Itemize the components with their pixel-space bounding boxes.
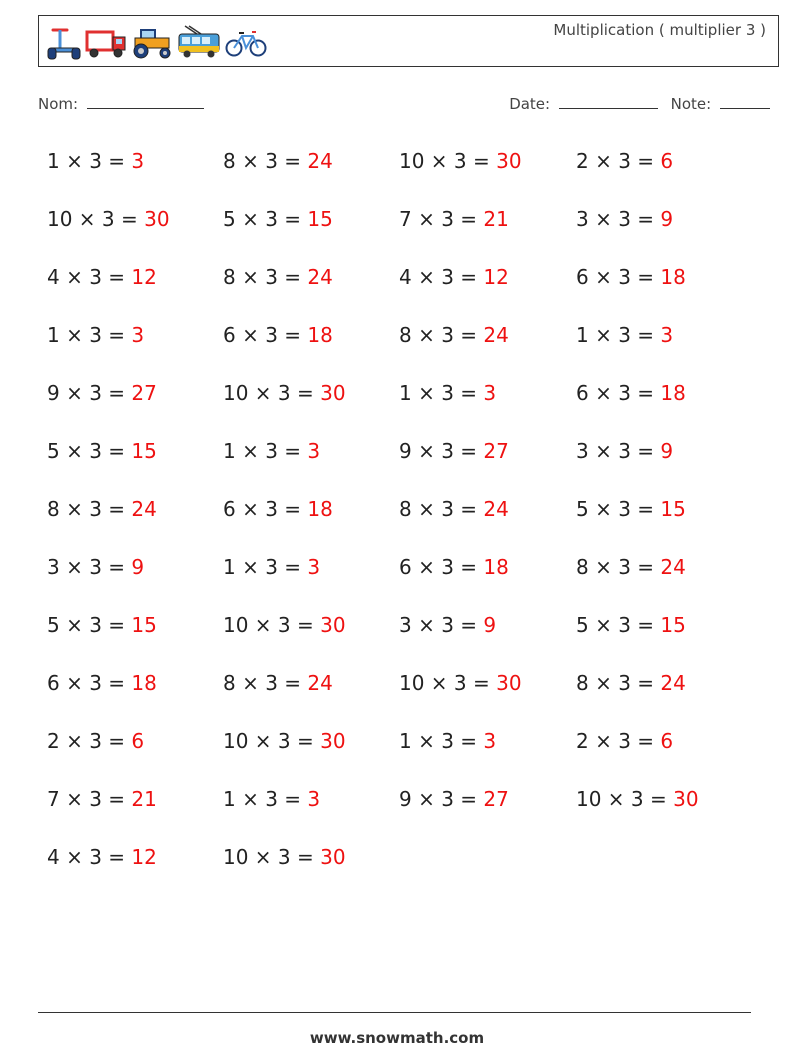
tractor-icon bbox=[131, 24, 173, 60]
problem-answer: 27 bbox=[131, 381, 157, 405]
problem-item bbox=[399, 207, 509, 231]
problem-answer: 30 bbox=[496, 149, 522, 173]
problem-answer: 3 bbox=[131, 323, 145, 347]
problem-answer: 9 bbox=[660, 439, 674, 463]
note-blank[interactable] bbox=[720, 94, 770, 109]
problem-item bbox=[399, 381, 496, 405]
problem-answer: 3 bbox=[131, 149, 145, 173]
problem-item bbox=[576, 381, 686, 405]
problem-item bbox=[223, 845, 346, 869]
problem-answer: 18 bbox=[660, 381, 686, 405]
problem-item bbox=[223, 497, 333, 521]
header-icons bbox=[45, 22, 267, 60]
problem-question: 4 × 3 = bbox=[47, 265, 132, 289]
problem-item bbox=[576, 439, 673, 463]
problem-answer: 3 bbox=[483, 729, 497, 753]
problem-question: 10 × 3 = bbox=[223, 381, 321, 405]
problem-answer: 24 bbox=[131, 497, 157, 521]
problem-item bbox=[576, 323, 673, 347]
problem-question: 8 × 3 = bbox=[223, 671, 308, 695]
problem-item bbox=[47, 671, 157, 695]
trolleybus-icon bbox=[177, 24, 221, 60]
problem-item bbox=[223, 439, 320, 463]
problem-item bbox=[576, 729, 673, 753]
problem-question: 7 × 3 = bbox=[47, 787, 132, 811]
problem-question: 10 × 3 = bbox=[223, 613, 321, 637]
problem-answer: 12 bbox=[131, 845, 157, 869]
problem-item bbox=[223, 787, 320, 811]
problem-answer: 30 bbox=[673, 787, 699, 811]
problem-question: 8 × 3 = bbox=[399, 323, 484, 347]
problem-item bbox=[399, 613, 496, 637]
problem-answer: 3 bbox=[307, 555, 321, 579]
problem-item bbox=[399, 265, 509, 289]
problem-item bbox=[576, 207, 673, 231]
problem-item bbox=[47, 845, 157, 869]
problem-item bbox=[399, 729, 496, 753]
problem-question: 9 × 3 = bbox=[399, 439, 484, 463]
problem-answer: 30 bbox=[320, 613, 346, 637]
truck-icon bbox=[85, 24, 127, 60]
problem-answer: 6 bbox=[660, 149, 674, 173]
problem-question: 6 × 3 = bbox=[223, 323, 308, 347]
problem-item bbox=[223, 671, 333, 695]
problem-answer: 18 bbox=[307, 497, 333, 521]
problem-answer: 9 bbox=[660, 207, 674, 231]
problem-question: 1 × 3 = bbox=[399, 729, 484, 753]
problem-answer: 3 bbox=[307, 787, 321, 811]
problem-item bbox=[223, 149, 333, 173]
problem-question: 3 × 3 = bbox=[576, 207, 661, 231]
problem-answer: 24 bbox=[307, 265, 333, 289]
problem-question: 10 × 3 = bbox=[223, 845, 321, 869]
problem-item bbox=[399, 671, 522, 695]
problem-answer: 6 bbox=[660, 729, 674, 753]
problem-item bbox=[399, 149, 522, 173]
problem-item bbox=[47, 439, 157, 463]
problem-question: 1 × 3 = bbox=[576, 323, 661, 347]
problem-question: 1 × 3 = bbox=[399, 381, 484, 405]
problem-item bbox=[47, 149, 144, 173]
problem-question: 10 × 3 = bbox=[223, 729, 321, 753]
problem-question: 1 × 3 = bbox=[47, 323, 132, 347]
problem-question: 6 × 3 = bbox=[399, 555, 484, 579]
problem-item bbox=[576, 555, 686, 579]
problem-answer: 9 bbox=[483, 613, 497, 637]
bicycle-icon bbox=[225, 24, 267, 60]
problem-item bbox=[47, 323, 144, 347]
problem-answer: 30 bbox=[144, 207, 170, 231]
problem-item bbox=[47, 787, 157, 811]
problem-item bbox=[223, 729, 346, 753]
problem-item bbox=[576, 787, 699, 811]
problem-question: 6 × 3 = bbox=[223, 497, 308, 521]
problem-answer: 3 bbox=[660, 323, 674, 347]
problem-item bbox=[223, 207, 333, 231]
problem-question: 3 × 3 = bbox=[399, 613, 484, 637]
problem-answer: 24 bbox=[307, 149, 333, 173]
problem-question: 9 × 3 = bbox=[47, 381, 132, 405]
problem-answer: 12 bbox=[131, 265, 157, 289]
problem-question: 10 × 3 = bbox=[576, 787, 674, 811]
scooter-icon bbox=[45, 24, 81, 60]
footer-divider bbox=[38, 1012, 751, 1013]
problem-answer: 15 bbox=[131, 613, 157, 637]
problem-answer: 15 bbox=[660, 497, 686, 521]
problem-question: 8 × 3 = bbox=[576, 555, 661, 579]
date-blank[interactable] bbox=[559, 94, 658, 109]
problem-answer: 24 bbox=[483, 323, 509, 347]
problem-question: 8 × 3 = bbox=[223, 149, 308, 173]
problem-answer: 24 bbox=[660, 555, 686, 579]
problem-item bbox=[47, 555, 144, 579]
problem-answer: 24 bbox=[660, 671, 686, 695]
problem-answer: 18 bbox=[483, 555, 509, 579]
problem-answer: 6 bbox=[131, 729, 145, 753]
problem-answer: 15 bbox=[131, 439, 157, 463]
problem-question: 5 × 3 = bbox=[576, 497, 661, 521]
problem-question: 2 × 3 = bbox=[576, 149, 661, 173]
problem-item bbox=[47, 207, 170, 231]
problem-answer: 30 bbox=[320, 845, 346, 869]
worksheet-header bbox=[38, 15, 779, 67]
problem-answer: 24 bbox=[307, 671, 333, 695]
problem-question: 5 × 3 = bbox=[223, 207, 308, 231]
problem-question: 10 × 3 = bbox=[399, 671, 497, 695]
problem-answer: 21 bbox=[131, 787, 157, 811]
problem-question: 7 × 3 = bbox=[399, 207, 484, 231]
problem-question: 10 × 3 = bbox=[399, 149, 497, 173]
problem-item bbox=[399, 439, 509, 463]
problem-answer: 3 bbox=[483, 381, 497, 405]
problem-answer: 30 bbox=[320, 729, 346, 753]
problem-answer: 15 bbox=[307, 207, 333, 231]
problem-question: 8 × 3 = bbox=[47, 497, 132, 521]
problem-question: 1 × 3 = bbox=[223, 787, 308, 811]
problem-question: 8 × 3 = bbox=[576, 671, 661, 695]
problem-item bbox=[399, 555, 509, 579]
date-label: Date: bbox=[509, 95, 551, 113]
worksheet-title: Multiplication ( multiplier 3 ) bbox=[553, 21, 766, 39]
footer-url: www.snowmath.com bbox=[309, 1029, 485, 1047]
problem-item bbox=[576, 671, 686, 695]
problem-answer: 30 bbox=[320, 381, 346, 405]
problem-question: 4 × 3 = bbox=[47, 845, 132, 869]
problem-question: 8 × 3 = bbox=[399, 497, 484, 521]
name-label: Nom: bbox=[38, 95, 79, 113]
problem-answer: 27 bbox=[483, 787, 509, 811]
problem-question: 6 × 3 = bbox=[47, 671, 132, 695]
problem-answer: 12 bbox=[483, 265, 509, 289]
problem-question: 1 × 3 = bbox=[223, 439, 308, 463]
problem-question: 6 × 3 = bbox=[576, 265, 661, 289]
problem-answer: 21 bbox=[483, 207, 509, 231]
note-label: Note: bbox=[670, 95, 712, 113]
problem-question: 4 × 3 = bbox=[399, 265, 484, 289]
problem-item bbox=[576, 265, 686, 289]
problem-item bbox=[576, 149, 673, 173]
problem-question: 5 × 3 = bbox=[47, 613, 132, 637]
problem-answer: 27 bbox=[483, 439, 509, 463]
problem-item bbox=[576, 613, 686, 637]
problem-answer: 24 bbox=[483, 497, 509, 521]
problem-question: 1 × 3 = bbox=[223, 555, 308, 579]
problem-item bbox=[399, 497, 509, 521]
problem-item bbox=[47, 497, 157, 521]
problem-answer: 30 bbox=[496, 671, 522, 695]
problem-item bbox=[47, 613, 157, 637]
problem-item bbox=[223, 555, 320, 579]
problem-question: 3 × 3 = bbox=[47, 555, 132, 579]
problem-question: 2 × 3 = bbox=[47, 729, 132, 753]
problem-question: 5 × 3 = bbox=[47, 439, 132, 463]
problem-item bbox=[223, 381, 346, 405]
problem-item bbox=[399, 323, 509, 347]
problem-item bbox=[47, 265, 157, 289]
problem-answer: 15 bbox=[660, 613, 686, 637]
problem-answer: 3 bbox=[307, 439, 321, 463]
problem-question: 2 × 3 = bbox=[576, 729, 661, 753]
problem-question: 8 × 3 = bbox=[223, 265, 308, 289]
problem-question: 1 × 3 = bbox=[47, 149, 132, 173]
problem-answer: 18 bbox=[307, 323, 333, 347]
problem-answer: 18 bbox=[131, 671, 157, 695]
problem-item bbox=[47, 381, 157, 405]
problem-answer: 18 bbox=[660, 265, 686, 289]
problem-question: 6 × 3 = bbox=[576, 381, 661, 405]
problem-answer: 9 bbox=[131, 555, 145, 579]
problem-item bbox=[576, 497, 686, 521]
name-blank[interactable] bbox=[87, 94, 204, 109]
problem-question: 3 × 3 = bbox=[576, 439, 661, 463]
problem-question: 10 × 3 = bbox=[47, 207, 145, 231]
problem-item bbox=[399, 787, 509, 811]
problem-question: 9 × 3 = bbox=[399, 787, 484, 811]
problem-question: 5 × 3 = bbox=[576, 613, 661, 637]
date-note-fields bbox=[509, 94, 770, 113]
problem-item bbox=[223, 613, 346, 637]
problem-item bbox=[47, 729, 144, 753]
problem-item bbox=[223, 265, 333, 289]
name-field[interactable] bbox=[38, 94, 204, 113]
problem-item bbox=[223, 323, 333, 347]
